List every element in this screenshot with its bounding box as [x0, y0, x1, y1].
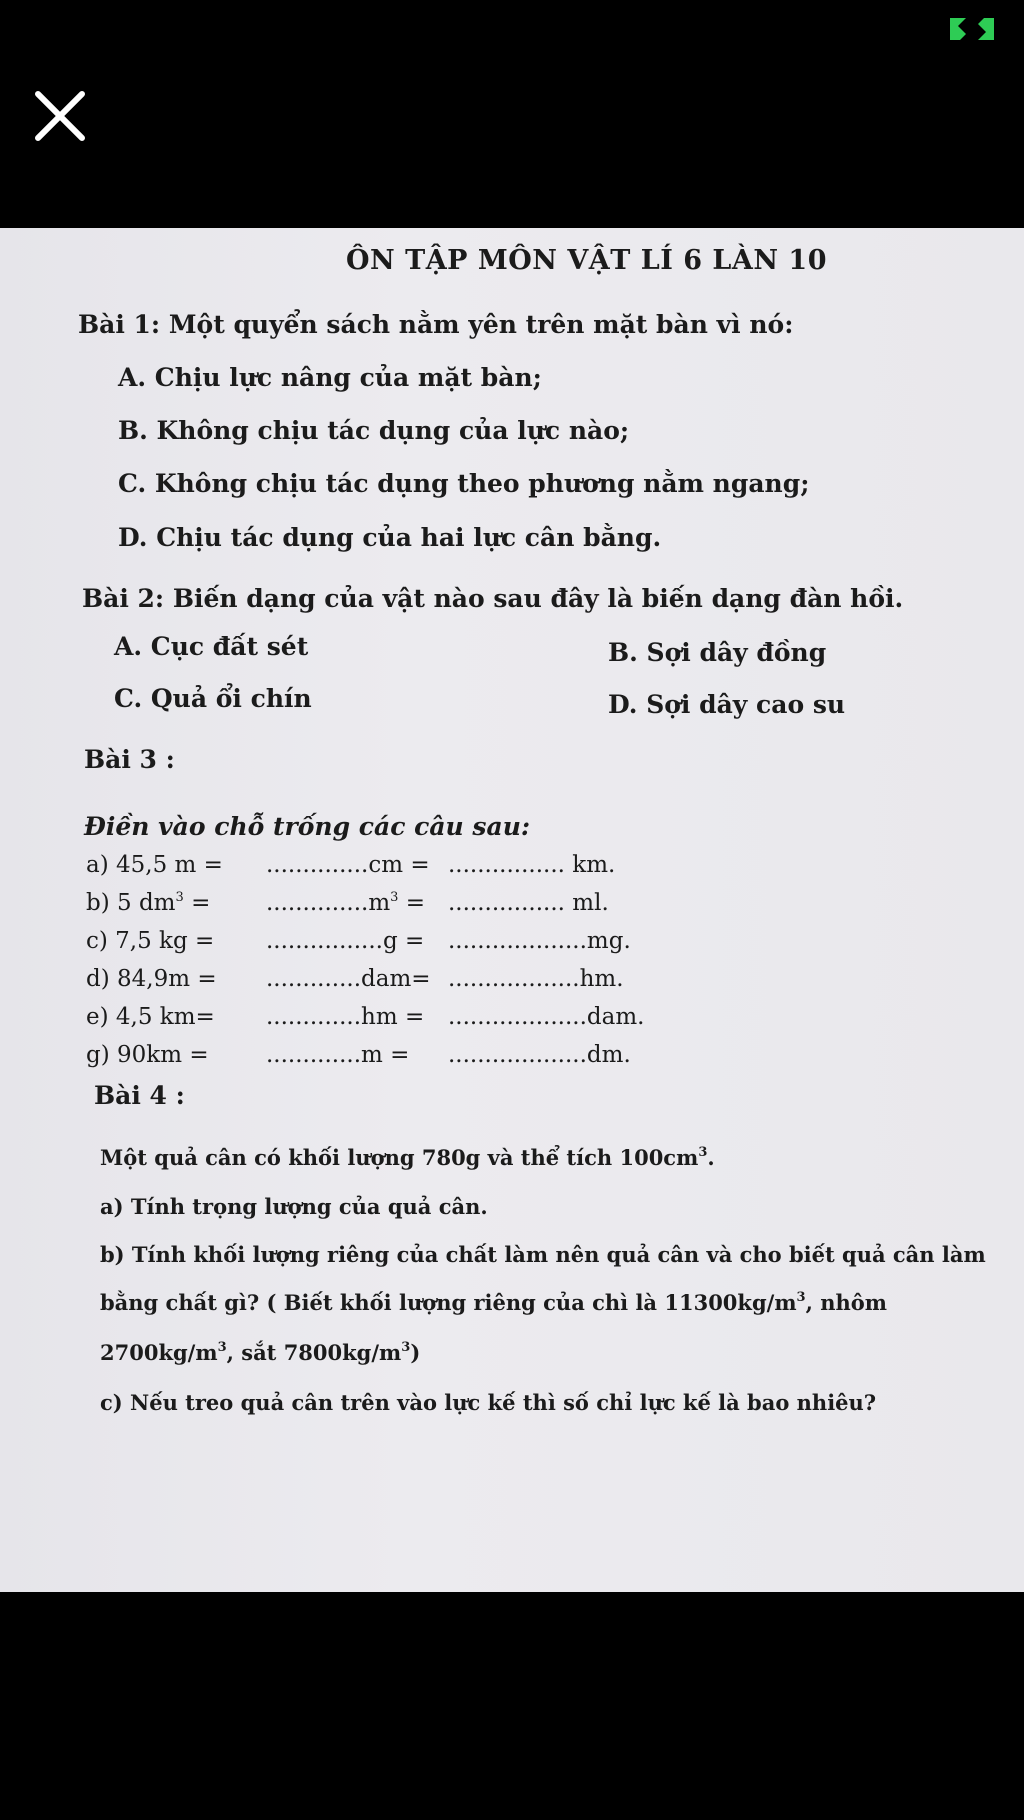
row-blank2: ..................hm. — [448, 966, 624, 992]
close-icon — [28, 84, 92, 148]
row-blank1: .............m = — [266, 1042, 410, 1068]
bai1-option-d: D. Chịu tác dụng của hai lực cân bằng. — [118, 523, 662, 552]
row-blank2: ................ km. — [448, 852, 616, 878]
row-blank1: ................g = — [266, 928, 425, 954]
bai3-row-g — [86, 1040, 706, 1070]
bai3-heading: Bài 3 : — [84, 745, 175, 774]
bai2-option-c: C. Quả ổi chín — [114, 684, 312, 713]
row-blank2: ...................mg. — [448, 928, 631, 954]
row-label: b) 5 $dm^3$ = — [86, 890, 211, 916]
expand-icon — [946, 14, 998, 44]
bai4-intro: Một quả cân có khối lượng 780g và thể tích $100cm^3$. — [100, 1145, 715, 1170]
expand-button[interactable] — [946, 14, 998, 44]
bai4-part-c: c) Nếu treo quả cân trên vào lực kế thì số chỉ lực kế là bao nhiêu? — [100, 1390, 877, 1415]
row-blank1: .............hm = — [266, 1004, 425, 1030]
worksheet — [0, 228, 1024, 1592]
bai1-option-b: B. Không chịu tác dụng của lực nào; — [118, 416, 630, 445]
bai1-option-a: A. Chịu lực nâng của mặt bàn; — [118, 363, 542, 392]
bai4-part-a: a) Tính trọng lượng của quả cân. — [100, 1194, 488, 1219]
row-label: c) 7,5 kg = — [86, 928, 215, 954]
row-blank2: ...................dam. — [448, 1004, 645, 1030]
bai4-part-b-line2: bằng chất gì? ( Biết khối lượng riêng của chì là $11300kg/m^3$, nhôm — [100, 1290, 887, 1315]
row-blank2: ...................dm. — [448, 1042, 631, 1068]
bai3-row-d — [86, 964, 706, 994]
row-label: a) 45,5 m = — [86, 852, 223, 878]
bai2-option-b: B. Sợi dây đồng — [608, 638, 827, 667]
bai1-question: Bài 1: Một quyển sách nằm yên trên mặt bàn vì nó: — [78, 310, 794, 339]
bai3-row-a — [86, 850, 706, 880]
row-label: e) 4,5 km= — [86, 1004, 215, 1030]
bai4-part-b-line1: b) Tính khối lượng riêng của chất làm nên quả cân và cho biết quả cân làm — [100, 1242, 986, 1267]
row-blank1: $..............m^3$ = — [266, 890, 426, 916]
row-label: d) 84,9m = — [86, 966, 217, 992]
bai3-row-c — [86, 926, 706, 956]
row-blank1: ..............cm = — [266, 852, 430, 878]
row-blank1: .............dam= — [266, 966, 431, 992]
row-blank2: ................ ml. — [448, 890, 609, 916]
document-photo — [0, 228, 1024, 1592]
bai2-option-d: D. Sợi dây cao su — [608, 690, 846, 719]
bai2-option-a: A. Cục đất sét — [114, 632, 309, 661]
close-button[interactable] — [28, 84, 92, 148]
bai4-heading: Bài 4 : — [94, 1081, 185, 1110]
bai2-question: Bài 2: Biến dạng của vật nào sau đây là biến dạng đàn hồi. — [82, 584, 904, 613]
page-title: ÔN TẬP MÔN VẬT LÍ 6 LÀN 10 — [346, 245, 828, 276]
bai3-row-b — [86, 888, 706, 918]
bai1-option-c: C. Không chịu tác dụng theo phương nằm ngang; — [118, 469, 810, 498]
row-label: g) 90km = — [86, 1042, 209, 1068]
bai3-row-e — [86, 1002, 706, 1032]
bai3-instruction: Điền vào chỗ trống các câu sau: — [84, 812, 531, 841]
bai4-part-b-line3: $2700kg/m^3$, sắt $7800kg/m^3$) — [100, 1340, 421, 1365]
